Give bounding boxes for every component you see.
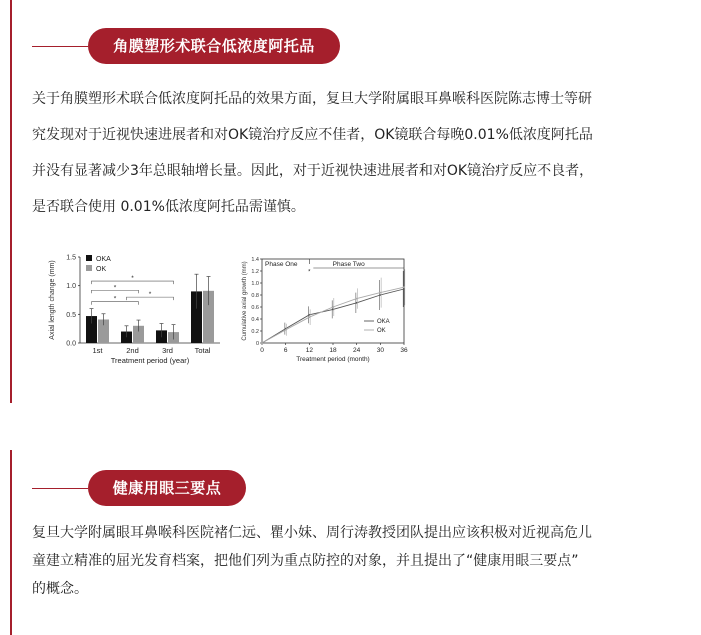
x-tick-label: 24 [353,347,361,354]
bar-chart-axial-length-change [49,255,220,366]
significance-star: * [148,291,152,299]
y-tick-label: 1.0 [251,281,259,287]
x-tick-label: Total [194,346,211,355]
y-tick-label: 0 [255,341,259,347]
paragraph-line: 究发现对于近视快速进展者和对OK镜治疗反应不佳者，OK镜联合每晚0.01%低浓度阿托品 [32,127,593,143]
x-tick-label: 30 [376,347,384,354]
x-axis-label: Treatment period (year) [110,356,190,365]
legend-label-oka: OKA [96,256,111,263]
x-tick-label: 6 [283,347,288,354]
legend-swatch-oka [86,255,92,261]
legend-label-ok: OK [377,328,386,334]
significance-star: * [113,284,117,292]
y-axis-label: Cumulative axial growth (mm) [242,261,248,341]
line-chart-cumulative-axial-growth [242,257,408,363]
section-1-left-bar [10,0,12,403]
section-1-title: 角膜塑形术联合低浓度阿托品 [88,28,340,64]
x-axis-label: Treatment period (month) [296,356,370,363]
significance-star: * [308,269,311,276]
y-tick-label: 1.4 [251,257,259,263]
series-line-oka [262,289,404,343]
section-1-paragraph [32,88,652,218]
section-2-paragraph [32,522,652,612]
legend-swatch-ok [86,265,92,271]
figure-axial-length [32,250,412,380]
y-tick-label: 0.0 [66,340,76,348]
phase-two-label: Phase Two [332,261,365,268]
y-axis-label: Axial length change (mm) [49,260,56,340]
y-tick-label: 0.5 [66,311,76,319]
significance-star: * [131,275,134,283]
data-point [332,306,334,308]
legend-label-oka: OKA [377,319,390,325]
paragraph-line: 是否联合使用 0.01%低浓度阿托品需谨慎。 [32,199,305,215]
data-point [379,292,381,294]
y-tick-label: 1.0 [66,283,76,291]
paragraph-line: 童建立精准的屈光发育档案，把他们列为重点防控的对象，并且提出了“健康用眼三要点” [32,553,579,569]
data-point [308,316,310,318]
data-point [261,342,263,344]
legend-label-ok: OK [96,266,107,273]
y-tick-label: 0.8 [251,293,259,299]
section-2-left-bar [10,450,12,635]
paragraph-line: 的概念。 [32,581,88,597]
x-tick-label: 18 [329,347,337,354]
x-tick-label: 1st [92,346,103,355]
data-point [356,298,358,300]
section-2-title-rule [32,488,88,489]
section-2-title: 健康用眼三要点 [88,470,246,506]
y-tick-label: 0.4 [251,317,259,323]
x-tick-label: 0 [260,347,264,354]
series-line-ok [262,287,404,343]
y-tick-label: 0.6 [251,305,259,311]
data-point [285,329,287,331]
paragraph-line: 并没有显著减少3年总眼轴增长量。因此，对于近视快速进展者和对OK镜治疗反应不良者， [32,163,594,179]
x-tick-label: 3rd [162,346,173,355]
y-tick-label: 1.2 [251,269,259,275]
x-tick-label: 2nd [126,346,139,355]
section-1-title-rule [32,46,88,47]
x-tick-label: 12 [305,347,313,354]
y-tick-label: 1.5 [66,254,76,262]
paragraph-line: 关于角膜塑形术联合低浓度阿托品的效果方面，复旦大学附属眼耳鼻喉科医院陈志博士等研 [32,91,592,107]
y-tick-label: 0.2 [251,329,259,335]
x-tick-label: 36 [400,347,408,354]
paragraph-line: 复旦大学附属眼耳鼻喉科医院褚仁远、瞿小妹、周行涛教授团队提出应该积极对近视高危儿 [32,525,592,541]
data-point [403,286,405,288]
significance-star: * [113,295,117,303]
phase-one-label: Phase One [265,261,298,268]
